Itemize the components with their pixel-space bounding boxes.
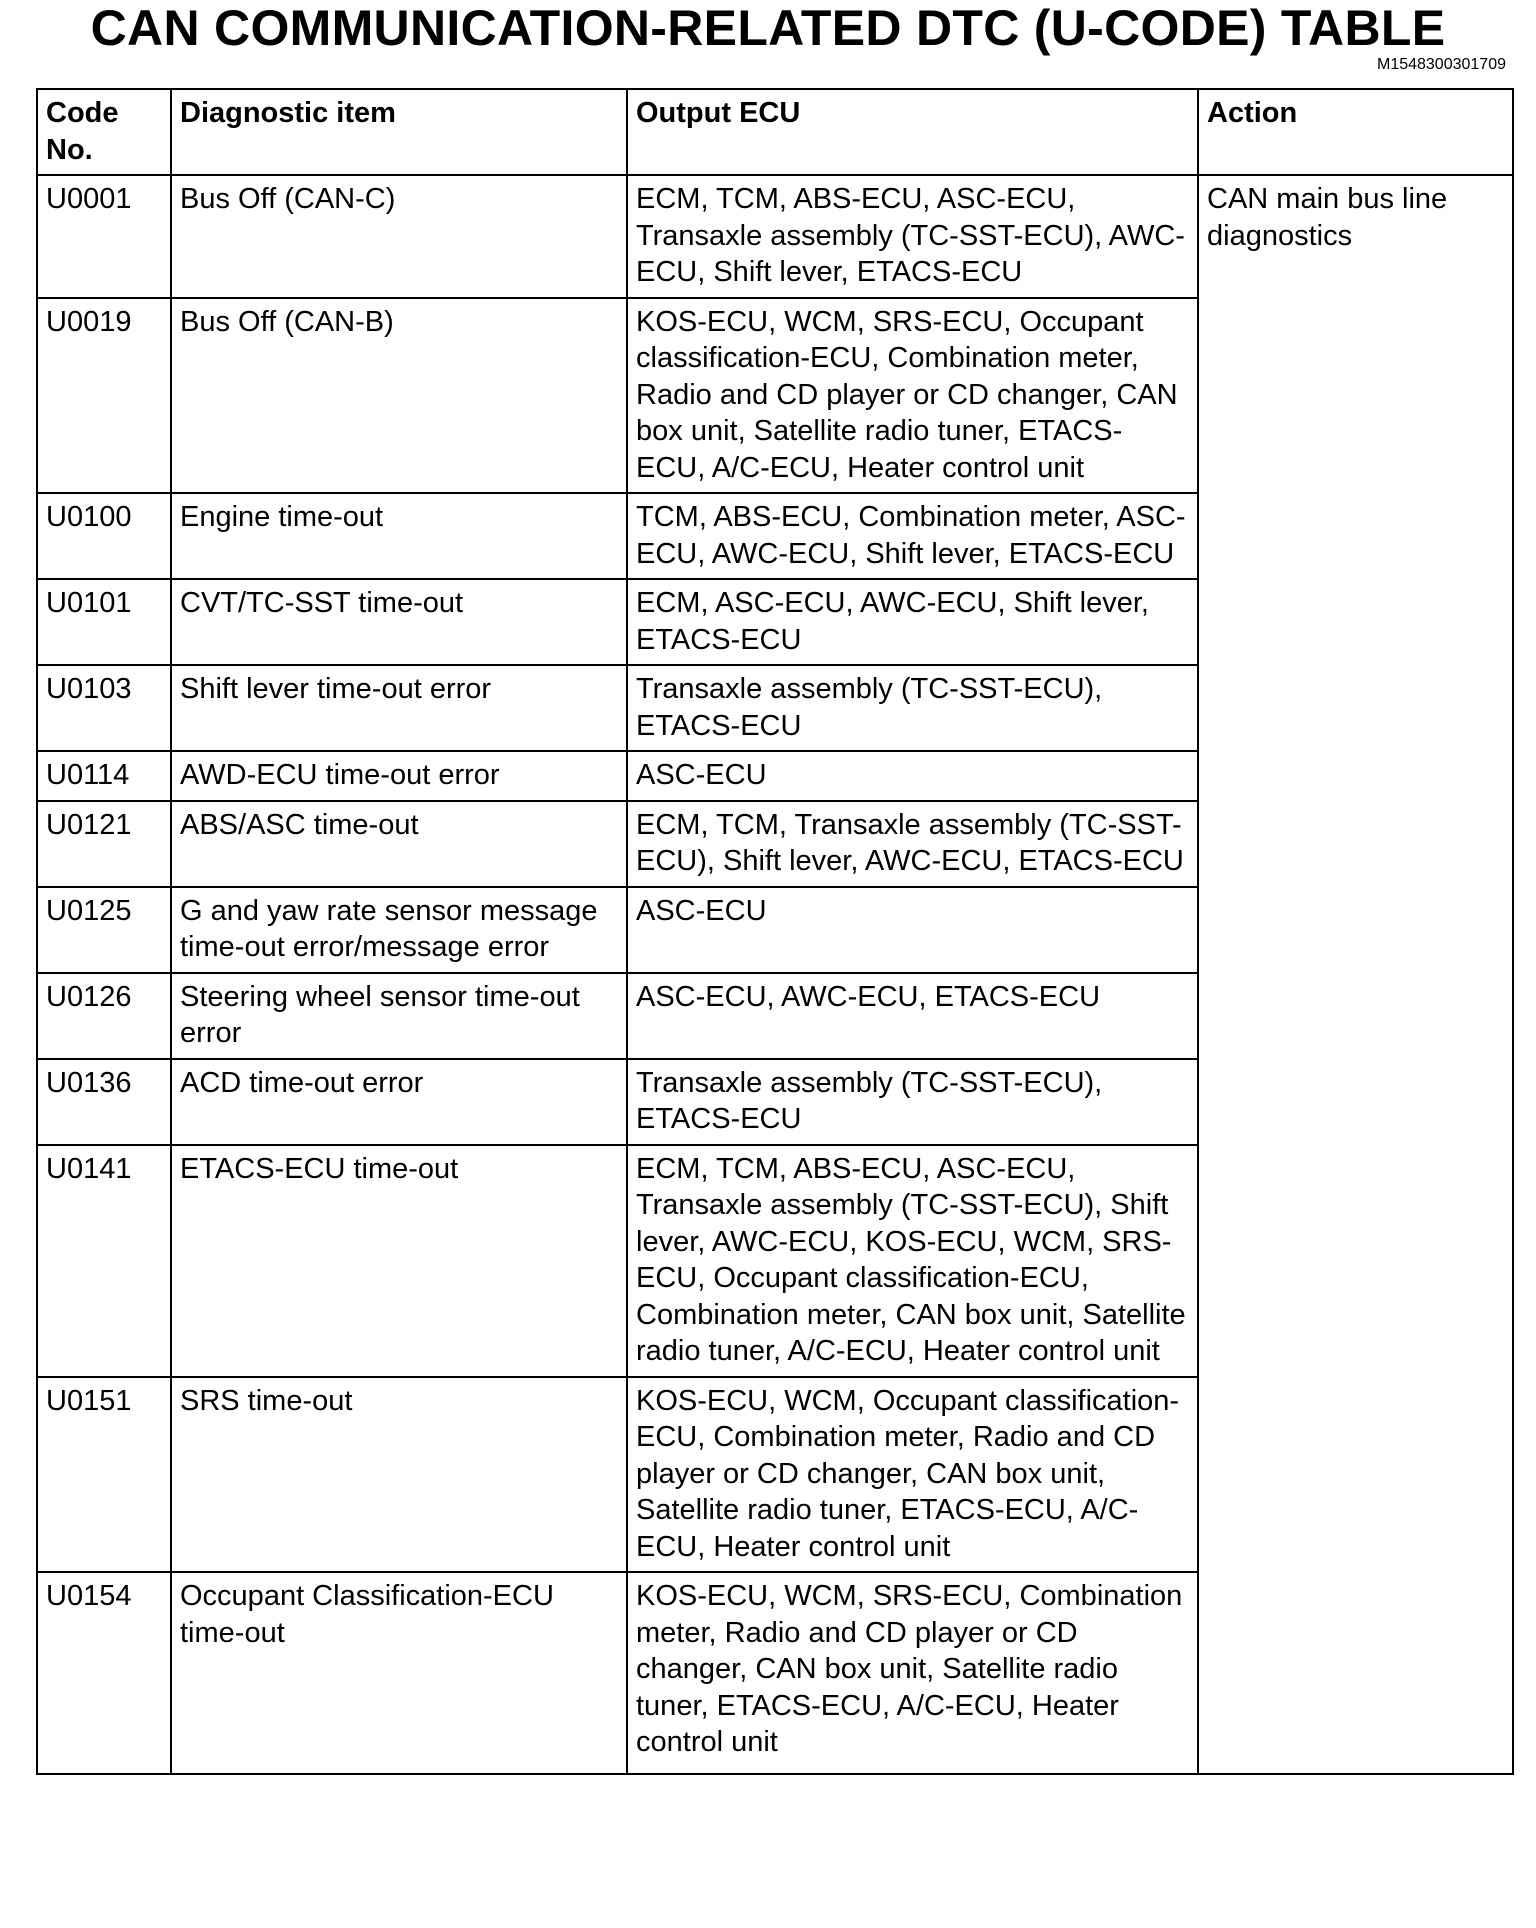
code-cell: U0103 [37, 665, 171, 751]
code-cell: U0136 [37, 1059, 171, 1145]
code-cell: U0019 [37, 298, 171, 494]
document-id: M1548300301709 [1376, 56, 1506, 73]
ecu-cell: ECM, TCM, Transaxle assembly (TC-SST-ECU), Shift lever, AWC-ECU, ETACS-ECU [627, 801, 1198, 887]
item-cell: Bus Off (CAN-C) [171, 175, 627, 298]
ecu-cell: KOS-ECU, WCM, Occupant classification-ECU, Combination meter, Radio and CD player or CD changer, CAN box unit, Satellite radio tuner, ETACS-ECU, A/C-ECU, Heater control unit [627, 1377, 1198, 1573]
code-cell: U0101 [37, 579, 171, 665]
ecu-cell: ECM, ASC-ECU, AWC-ECU, Shift lever, ETACS-ECU [627, 579, 1198, 665]
code-cell: U0141 [37, 1145, 171, 1377]
item-cell: Bus Off (CAN-B) [171, 298, 627, 494]
item-cell: AWD-ECU time-out error [171, 751, 627, 801]
header-diagnostic-item: Diagnostic item [171, 89, 627, 175]
ecu-cell: KOS-ECU, WCM, SRS-ECU, Occupant classification-ECU, Combination meter, Radio and CD player or CD changer, CAN box unit, Satellite radio tuner, ETACS-ECU, A/C-ECU, Heater control unit [627, 298, 1198, 494]
item-cell: SRS time-out [171, 1377, 627, 1573]
ecu-cell: ASC-ECU [627, 887, 1198, 973]
action-cell: CAN main bus line diagnostics [1198, 175, 1513, 1774]
code-cell: U0001 [37, 175, 171, 298]
ecu-cell: ECM, TCM, ABS-ECU, ASC-ECU, Transaxle assembly (TC-SST-ECU), AWC-ECU, Shift lever, ETACS-ECU [627, 175, 1198, 298]
ecu-cell: Transaxle assembly (TC-SST-ECU), ETACS-ECU [627, 1059, 1198, 1145]
code-cell: U0100 [37, 493, 171, 579]
code-cell: U0151 [37, 1377, 171, 1573]
page-title: CAN COMMUNICATION-RELATED DTC (U-CODE) TABLE [90, 0, 1446, 56]
ecu-cell: TCM, ABS-ECU, Combination meter, ASC-ECU, AWC-ECU, Shift lever, ETACS-ECU [627, 493, 1198, 579]
header-output-ecu: Output ECU [627, 89, 1198, 175]
header-code: Code No. [37, 89, 171, 175]
item-cell: Engine time-out [171, 493, 627, 579]
item-cell: G and yaw rate sensor message time-out error/message error [171, 887, 627, 973]
item-cell: Occupant Classification-ECU time-out [171, 1572, 627, 1774]
header-action: Action [1198, 89, 1513, 175]
item-cell: Steering wheel sensor time-out error [171, 973, 627, 1059]
code-cell: U0126 [37, 973, 171, 1059]
code-cell: U0114 [37, 751, 171, 801]
ecu-cell: ASC-ECU [627, 751, 1198, 801]
item-cell: CVT/TC-SST time-out [171, 579, 627, 665]
item-cell: ACD time-out error [171, 1059, 627, 1145]
code-cell: U0121 [37, 801, 171, 887]
ecu-cell: ASC-ECU, AWC-ECU, ETACS-ECU [627, 973, 1198, 1059]
ecu-cell: Transaxle assembly (TC-SST-ECU), ETACS-ECU [627, 665, 1198, 751]
table-row [37, 175, 1513, 298]
code-cell: U0154 [37, 1572, 171, 1774]
ecu-cell: ECM, TCM, ABS-ECU, ASC-ECU, Transaxle assembly (TC-SST-ECU), Shift lever, AWC-ECU, KOS-ECU, WCM, SRS-ECU, Occupant classification-ECU, Combination meter, CAN box unit, Satellite radio tuner, A/C-ECU, Heater control unit [627, 1145, 1198, 1377]
item-cell: Shift lever time-out error [171, 665, 627, 751]
code-cell: U0125 [37, 887, 171, 973]
item-cell: ETACS-ECU time-out [171, 1145, 627, 1377]
ecu-cell: KOS-ECU, WCM, SRS-ECU, Combination meter, Radio and CD player or CD changer, CAN box unit, Satellite radio tuner, ETACS-ECU, A/C-ECU, Heater control unit [627, 1572, 1198, 1774]
item-cell: ABS/ASC time-out [171, 801, 627, 887]
dtc-table [36, 88, 1514, 1775]
header-row [37, 89, 1513, 175]
